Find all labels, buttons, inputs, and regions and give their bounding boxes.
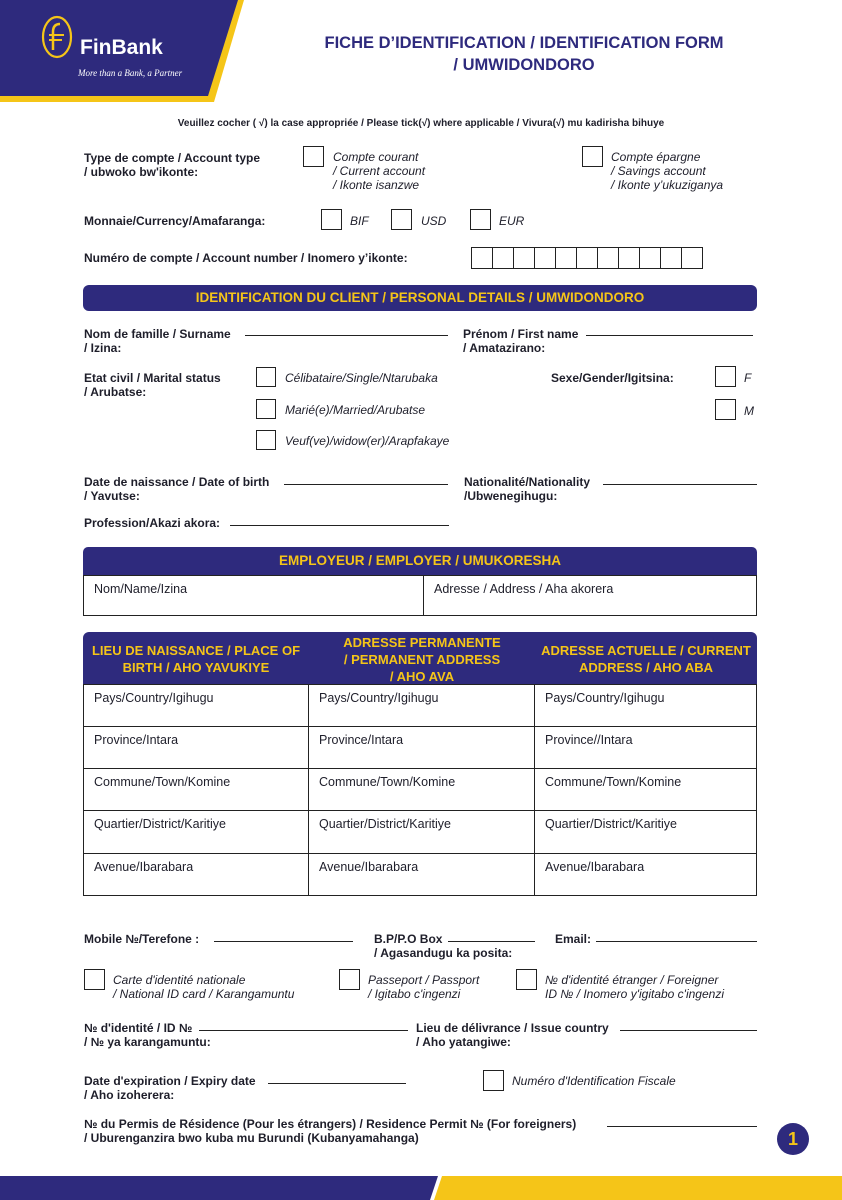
cell-label: Commune/Town/Komine [319, 775, 456, 789]
residence-permit-label: № du Permis de Résidence (Pour les étrangers) / Residence Permit № (For foreigners) / Uburenganzira bwo kuba mu Burundi (Kubanyamahanga) [84, 1117, 577, 1145]
cell-label: Pays/Country/Igihugu [319, 691, 439, 705]
po-box-input-line[interactable] [448, 941, 535, 942]
cell-label: Avenue/Ibarabara [94, 860, 194, 874]
table-cell[interactable] [83, 810, 309, 854]
gender-f-label: F [744, 371, 752, 385]
brand-tagline: More than a Bank, a Partner [78, 68, 183, 78]
personal-details-header: IDENTIFICATION DU CLIENT / PERSONAL DETAILS / UMWIDONDORO [83, 285, 757, 311]
currency-usd-checkbox[interactable] [391, 209, 412, 230]
expiry-label: Date d'expiration / Expiry date / Aho izoherera: [84, 1074, 256, 1102]
employer-name-label: Nom/Name/Izina [94, 582, 188, 596]
profession-input-line[interactable] [230, 525, 449, 526]
passport-checkbox[interactable] [339, 969, 360, 990]
id-number-input-line[interactable] [199, 1030, 408, 1031]
currency-bif-checkbox[interactable] [321, 209, 342, 230]
table-cell[interactable] [308, 810, 535, 854]
table-cell[interactable] [83, 684, 309, 727]
employer-name-cell[interactable] [83, 575, 424, 616]
form-title: FICHE D’IDENTIFICATION / IDENTIFICATION FORM / UMWIDONDORO [324, 34, 724, 74]
national-id-checkbox[interactable] [84, 969, 105, 990]
table-cell[interactable] [534, 684, 757, 727]
national-id-label: Carte d'identité nationale / National ID card / Karangamuntu [113, 973, 295, 1001]
marital-single-label: Célibataire/Single/Ntarubaka [285, 371, 438, 385]
account-number-field[interactable] [471, 247, 703, 269]
cell-label: Province/Intara [319, 733, 404, 747]
currency-eur-checkbox[interactable] [470, 209, 491, 230]
first-name-label: Prénom / First name / Amatazirano: [463, 327, 579, 355]
marital-widowed-checkbox[interactable] [256, 430, 276, 450]
po-box-label: B.P/P.O Box / Agasandugu ka posita: [374, 932, 513, 960]
tax-id-checkbox[interactable] [483, 1070, 504, 1091]
table-cell[interactable] [534, 853, 757, 896]
birthplace-header: LIEU DE NAISSANCE / PLACE OF BIRTH / AHO YAVUKIYE [91, 643, 301, 675]
table-cell[interactable] [308, 726, 535, 769]
cell-label: Province//Intara [545, 733, 633, 747]
employer-header: EMPLOYEUR / EMPLOYER / UMUKORESHA [83, 547, 757, 575]
foreigner-id-label: № d'identité étranger / Foreigner ID № / Inomero y'igitabo c'ingenzi [545, 973, 724, 1001]
table-cell[interactable] [534, 810, 757, 854]
current-account-label: Compte courant / Current account / Ikonte isanzwe [333, 150, 426, 192]
currency-usd-label: USD [421, 214, 447, 228]
account-type-label: Type de compte / Account type / ubwoko bw'ikonte: [84, 151, 261, 179]
nationality-input-line[interactable] [603, 484, 757, 485]
cell-label: Pays/Country/Igihugu [94, 691, 214, 705]
nationality-label: Nationalité/Nationality /Ubwenegihugu: [464, 475, 591, 503]
surname-input-line[interactable] [245, 335, 448, 336]
marital-married-checkbox[interactable] [256, 399, 276, 419]
cell-label: Commune/Town/Komine [545, 775, 682, 789]
dob-input-line[interactable] [284, 484, 448, 485]
marital-status-label: Etat civil / Marital status / Arubatse: [84, 371, 221, 399]
employer-address-cell[interactable] [423, 575, 757, 616]
currency-label: Monnaie/Currency/Amafaranga: [84, 214, 266, 228]
account-number-label: Numéro de compte / Account number / Inomero y’ikonte: [84, 251, 408, 265]
profession-label: Profession/Akazi akora: [84, 516, 221, 530]
footer-stripe [0, 1176, 842, 1200]
table-cell[interactable] [534, 768, 757, 811]
cell-label: Quartier/District/Karitiye [94, 817, 226, 831]
table-cell[interactable] [308, 768, 535, 811]
current-address-header: ADRESSE ACTUELLE / CURRENT ADDRESS / AHO ABA [541, 643, 751, 675]
cell-label: Quartier/District/Karitiye [545, 817, 677, 831]
foreigner-id-checkbox[interactable] [516, 969, 537, 990]
savings-account-label: Compte épargne / Savings account / Ikonte y’ukuziganya [611, 150, 724, 192]
surname-label: Nom de famille / Surname / Izina: [84, 327, 231, 355]
gender-label: Sexe/Gender/Igitsina: [551, 371, 674, 385]
dob-label: Date de naissance / Date of birth / Yavutse: [84, 475, 270, 503]
cell-label: Pays/Country/Igihugu [545, 691, 665, 705]
gender-m-checkbox[interactable] [715, 399, 736, 420]
cell-label: Avenue/Ibarabara [319, 860, 419, 874]
page-number-badge: 1 [777, 1123, 809, 1155]
marital-single-checkbox[interactable] [256, 367, 276, 387]
table-cell[interactable] [83, 768, 309, 811]
table-cell[interactable] [83, 853, 309, 896]
residence-permit-input-line[interactable] [607, 1126, 757, 1127]
table-cell[interactable] [83, 726, 309, 769]
employer-address-label: Adresse / Address / Aha akorera [434, 582, 614, 596]
currency-bif-label: BIF [350, 214, 369, 228]
permanent-address-header: ADRESSE PERMANENTE / PERMANENT ADDRESS / AHO AVA [343, 635, 501, 684]
current-account-checkbox[interactable] [303, 146, 324, 167]
instruction-text: Veuillez cocher ( √) la case appropriée / Please tick(√) where applicable / Vivura(√) mu kadirisha bihuye [177, 118, 665, 129]
issue-country-label: Lieu de délivrance / Issue country / Aho yatangiwe: [416, 1021, 609, 1049]
marital-widowed-label: Veuf(ve)/widow(er)/Arapfakaye [285, 434, 450, 448]
table-cell[interactable] [308, 853, 535, 896]
cell-label: Province/Intara [94, 733, 179, 747]
cell-label: Avenue/Ibarabara [545, 860, 645, 874]
tax-id-label: Numéro d'Identification Fiscale [512, 1074, 676, 1088]
cell-label: Commune/Town/Komine [94, 775, 231, 789]
finbank-logo-icon [40, 14, 74, 60]
first-name-input-line[interactable] [586, 335, 753, 336]
mobile-label: Mobile №/Terefone : [84, 932, 200, 946]
table-cell[interactable] [534, 726, 757, 769]
cell-label: Quartier/District/Karitiye [319, 817, 451, 831]
email-label: Email: [555, 932, 592, 946]
brand-name: FinBank [80, 36, 163, 59]
savings-account-checkbox[interactable] [582, 146, 603, 167]
email-input-line[interactable] [596, 941, 757, 942]
table-cell[interactable] [308, 684, 535, 727]
issue-country-input-line[interactable] [620, 1030, 757, 1031]
currency-eur-label: EUR [499, 214, 525, 228]
gender-f-checkbox[interactable] [715, 366, 736, 387]
gender-m-label: M [744, 404, 754, 418]
id-number-label: № d'identité / ID № / № ya karangamuntu: [84, 1021, 211, 1049]
passport-label: Passeport / Passport / Igitabo c'ingenzi [368, 973, 480, 1001]
mobile-input-line[interactable] [214, 941, 353, 942]
expiry-input-line[interactable] [268, 1083, 406, 1084]
marital-married-label: Marié(e)/Married/Arubatse [285, 403, 426, 417]
